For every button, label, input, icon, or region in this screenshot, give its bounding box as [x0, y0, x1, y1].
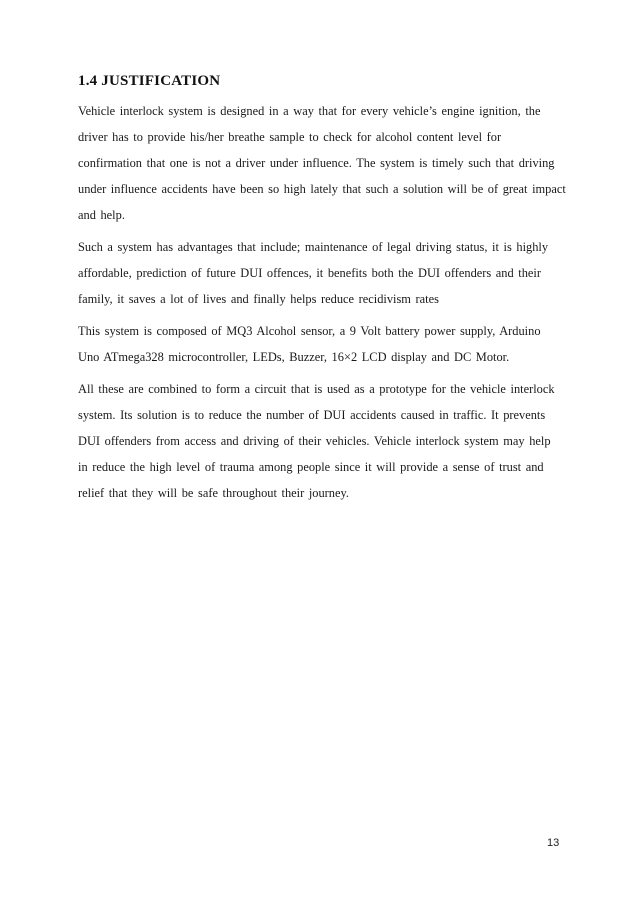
text-line: driver has to provide his/her breathe sample to check for alcohol content level for	[78, 130, 502, 144]
text-line: Uno ATmega328 microcontroller, LEDs, Buzzer, 16×2 LCD display and DC Motor.	[78, 350, 510, 364]
section-heading: 1.4 JUSTIFICATION	[78, 73, 221, 89]
section-body	[78, 98, 566, 512]
text-line: DUI offenders from access and driving of their vehicles. Vehicle interlock system may help	[78, 434, 551, 448]
text-line: Vehicle interlock system is designed in a way that for every vehicle’s engine ignition, the	[78, 104, 541, 118]
paragraph-3	[78, 318, 560, 370]
paragraph-4	[78, 376, 560, 506]
text-line: in reduce the high level of trauma among people since it will provide a sense of trust and	[78, 460, 544, 474]
text-line: confirmation that one is not a driver under influence. The system is timely such that driving	[78, 156, 555, 170]
text-line: affordable, prediction of future DUI offences, it benefits both the DUI offenders and their	[78, 266, 542, 280]
paragraph-1	[78, 98, 566, 228]
text-line: This system is composed of MQ3 Alcohol sensor, a 9 Volt battery power supply, Arduino	[78, 324, 541, 338]
text-line: family, it saves a lot of lives and finally helps reduce recidivism rates	[78, 292, 439, 306]
text-line: and help.	[78, 208, 125, 222]
text-line: Such a system has advantages that include; maintenance of legal driving status, it is highly	[78, 240, 549, 254]
text-line: All these are combined to form a circuit that is used as a prototype for the vehicle interlock	[78, 382, 555, 396]
page-number: 13	[547, 837, 560, 849]
paragraph-2	[78, 234, 560, 312]
text-line: system. Its solution is to reduce the number of DUI accidents caused in traffic. It prevents	[78, 408, 546, 422]
text-line: under influence accidents have been so high lately that such a solution will be of great impact	[78, 182, 566, 196]
text-line: relief that they will be safe throughout their journey.	[78, 486, 349, 500]
